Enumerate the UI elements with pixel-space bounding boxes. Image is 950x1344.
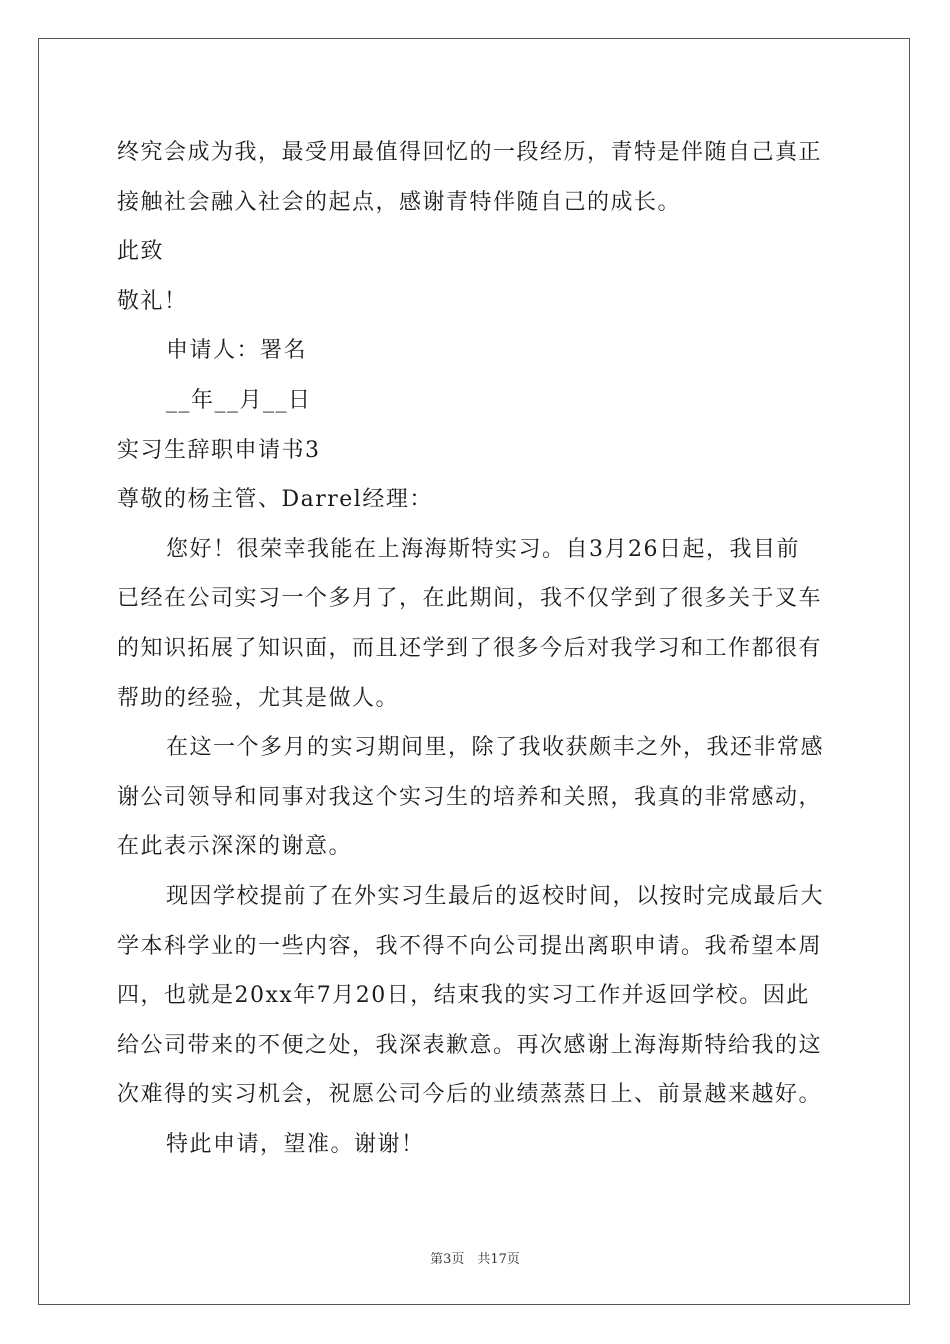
paragraph-line: 谢公司领导和同事对我这个实习生的培养和关照，我真的非常感动， [117, 784, 823, 810]
closing-salutation: 此致 [117, 239, 165, 265]
section-title: 实习生辞职申请书3 [117, 437, 321, 463]
paragraph-line: 在此表示深深的谢意。 [117, 834, 353, 860]
paragraph-line: 您好！很荣幸我能在上海海斯特实习。自3月26日起，我目前 [166, 536, 800, 562]
paragraph-line: 的知识拓展了知识面，而且还学到了很多今后对我学习和工作都很有 [117, 635, 823, 661]
paragraph-line: 现因学校提前了在外实习生最后的返校时间，以按时完成最后大 [166, 883, 825, 909]
paragraph-line: 在这一个多月的实习期间里，除了我收获颇丰之外，我还非常感 [166, 735, 825, 761]
paragraph-line: 四，也就是20xx年7月20日，结束我的实习工作并返回学校。因此 [117, 983, 810, 1009]
paragraph-line: 已经在公司实习一个多月了，在此期间，我不仅学到了很多关于叉车 [117, 586, 823, 612]
text-line: 终究会成为我，最受用最值得回忆的一段经历，青特是伴随自己真正 [117, 140, 823, 165]
document-body [117, 128, 837, 1169]
paragraph-line: 给公司带来的不便之处，我深表歉意。再次感谢上海海斯特给我的这 [117, 1032, 823, 1058]
paragraph-line: 次难得的实习机会，祝愿公司今后的业绩蒸蒸日上、前景越来越好。 [117, 1082, 823, 1108]
letter-greeting: 尊敬的杨主管、Darrel经理： [117, 487, 433, 513]
paragraph-line: 学本科学业的一些内容，我不得不向公司提出离职申请。我希望本周 [117, 933, 823, 959]
text-line: 接触社会融入社会的起点，感谢青特伴随自己的成长。 [117, 189, 682, 215]
page-number: 第3页 共17页 [430, 1252, 520, 1267]
applicant-signature: 申请人：署名 [166, 338, 308, 364]
signature-date: __年__月__日 [166, 387, 312, 413]
paragraph-line: 帮助的经验，尤其是做人。 [117, 685, 400, 711]
closing-regards: 敬礼！ [117, 288, 188, 314]
closing-line: 特此申请，望准。谢谢！ [166, 1131, 425, 1157]
